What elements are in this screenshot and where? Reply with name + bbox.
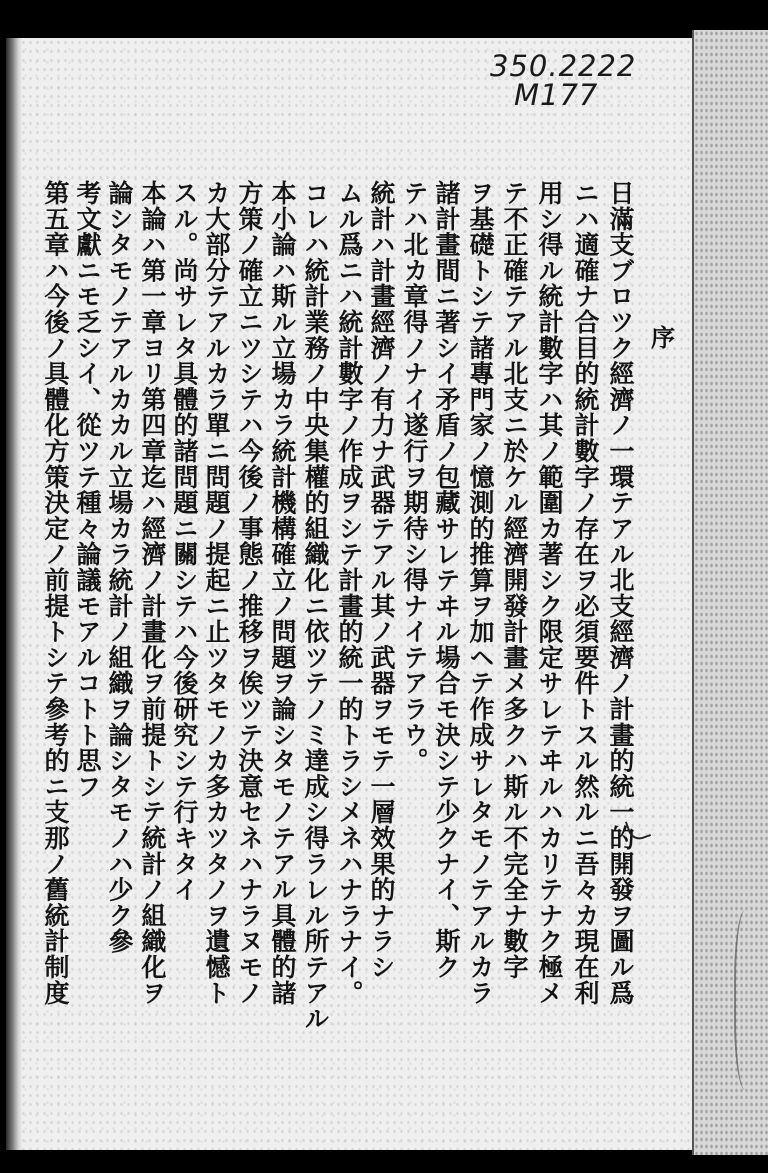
call-number-line-1: 350.2222 (490, 49, 637, 83)
text-column-2: ニハ適確ナ合目的統計數字ノ存在ヲ必須要件トスル然ルニ吾々カ現在利 (571, 180, 600, 1006)
text-column-7: テハ北カ章得ノナイ遂行ヲ期待シ得ナイテアラウ。 (400, 180, 429, 774)
preface-heading: 序 (651, 323, 675, 352)
text-column-3: 用シ得ル統計數字ハ其ノ範圍カ著シク限定サレテヰルハカリテナク極メ (535, 180, 564, 1006)
text-column-4: テ不正確テアル北支ニ於ケル經濟開發計畫メ多クハ斯ル不完全ナ數字 (500, 180, 529, 980)
adjacent-page-edge (692, 30, 768, 1155)
text-column-14: スル。尚サレタ具體的諸問題ニ關シテハ今後研究シテ行キタイ (170, 180, 199, 903)
margin-pencil-mark (734, 910, 762, 1090)
text-column-16: 論シタモノテアルカカル立場カラ統計ノ組織ヲ論シタモノハ少ク參 (105, 180, 134, 954)
text-column-5: ヲ基礎トシテ諸專門家ノ憶測的推算ヲ加ヘテ作成サレタモノテアルカラ (466, 180, 495, 1006)
text-column-17: 考文獻ニモ乏シイ、從ツテ種々論議モアルコトト思フ (73, 180, 102, 800)
text-column-1: 日滿支ブロツク經濟ノ一環テアル北支經濟ノ計畫的統一的開發ヲ圖ル爲 (606, 180, 635, 1006)
page-binding (6, 38, 22, 1150)
call-number-line-2: M177 (514, 78, 599, 112)
text-column-6: 諸計畫間ニ著シイ矛盾ノ包藏サレテヰル場合モ決シテ少クナイ、斯ク (432, 180, 461, 980)
text-column-10: コレハ統計業務ノ中央集權的組織化ニ依ツテノミ達成シ得ラレル所テアル (301, 180, 330, 1032)
text-column-18: 第五章ハ今後ノ具體化方策決定ノ前提トシテ參考的ニ支那ノ舊統計制度 (41, 180, 70, 1006)
text-column-11: 本小論ハ斯ル立場カラ統計機構確立ノ問題ヲ論シタモノテアル具體的諸 (268, 180, 297, 1006)
text-column-13: カ大部分テアルカラ單ニ問題ノ提起ニ止ツタモノカ多カツタノヲ遺憾ト (202, 180, 231, 1006)
text-column-9: ムル爲ニハ統計數字ノ作成ヲシテ計畫的統一的トラシメネハナラナイ。 (335, 180, 364, 1006)
library-call-number (490, 49, 637, 112)
text-column-8: 統計ハ計畫經濟ノ有力ナ武器テアル其ノ武器ヲモテ一層效果的ナラシ (367, 180, 396, 980)
text-column-15: 本論ハ第一章ヨリ第四章迄ハ經濟ノ計畫化ヲ前提トシテ統計ノ組織化ヲ (138, 180, 167, 1006)
text-column-12: 方策ノ確立ニツシテハ今後ノ事態ノ推移ヲ俟ツテ決意セネハナラヌモノ (235, 180, 264, 1006)
